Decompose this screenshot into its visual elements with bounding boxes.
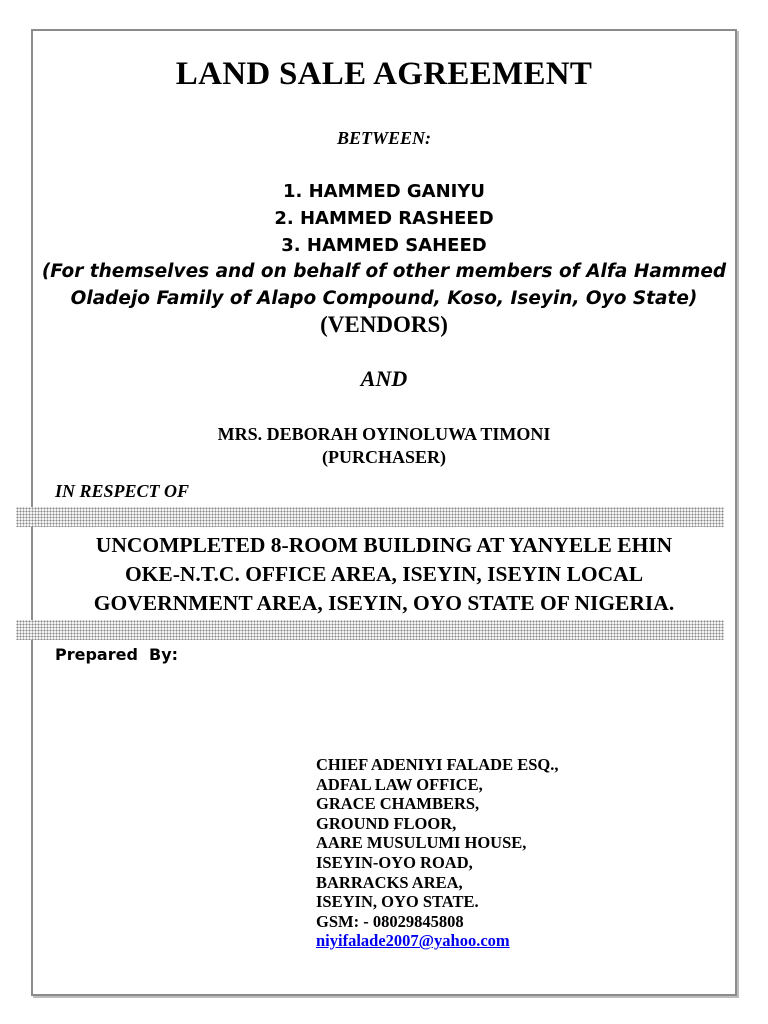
- divider-band-bottom: [16, 620, 724, 640]
- preparer-address: [316, 755, 559, 951]
- behalf-line: Oladejo Family of Alapo Compound, Koso, Iseyin, Oyo State): [70, 288, 698, 309]
- between-label: BETWEEN:: [336, 128, 432, 148]
- prepared-by-label: Prepared By:: [55, 645, 179, 664]
- address-line: GRACE CHAMBERS,: [316, 794, 480, 814]
- in-respect-label: IN RESPECT OF: [55, 481, 190, 501]
- address-line: ISEYIN, OYO STATE.: [316, 892, 479, 912]
- address-line: CHIEF ADENIYI FALADE ESQ.,: [316, 755, 559, 774]
- email-link[interactable]: niyifalade2007@yahoo.com: [316, 931, 510, 951]
- divider-band-top: [16, 507, 724, 527]
- and-label: AND: [360, 366, 408, 391]
- vendor-list: [0, 178, 768, 259]
- phone-line: GSM: - 08029845808: [316, 911, 464, 931]
- vendor-item: 3. HAMMED SAHEED: [281, 235, 487, 256]
- document-title: LAND SALE AGREEMENT: [175, 56, 593, 92]
- property-line: GOVERNMENT AREA, ISEYIN, OYO STATE OF NIGERIA.: [93, 591, 675, 615]
- property-line: OKE-N.T.C. OFFICE AREA, ISEYIN, ISEYIN LOCAL: [124, 562, 644, 586]
- property-line: UNCOMPLETED 8-ROOM BUILDING AT YANYELE EHIN: [95, 533, 673, 557]
- vendor-item: 1. HAMMED GANIYU: [282, 181, 486, 202]
- vendors-label: (VENDORS): [320, 312, 448, 337]
- vendors-behalf-note: [0, 258, 768, 312]
- address-line: ADFAL LAW OFFICE,: [316, 774, 483, 794]
- address-line: BARRACKS AREA,: [316, 872, 463, 892]
- purchaser-name: MRS. DEBORAH OYINOLUWA TIMONI: [217, 424, 551, 444]
- address-line: ISEYIN-OYO ROAD,: [316, 852, 473, 872]
- address-line: AARE MUSULUMI HOUSE,: [316, 833, 527, 853]
- address-line: GROUND FLOOR,: [316, 813, 457, 833]
- purchaser-label: (PURCHASER): [322, 447, 446, 467]
- vendor-item: 2. HAMMED RASHEED: [274, 208, 494, 229]
- property-description: [0, 531, 768, 618]
- behalf-line: (For themselves and on behalf of other members of Alfa Hammed: [41, 261, 727, 282]
